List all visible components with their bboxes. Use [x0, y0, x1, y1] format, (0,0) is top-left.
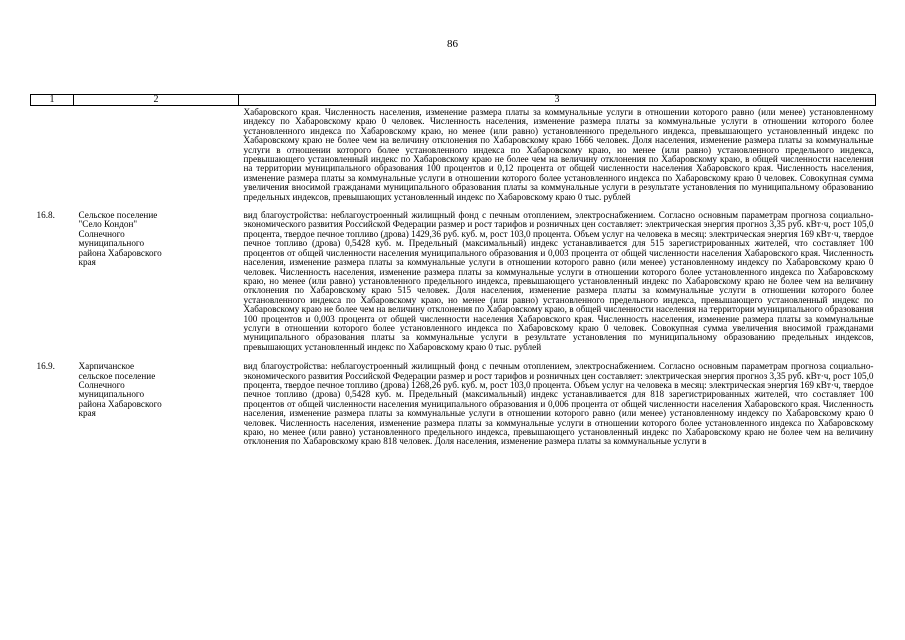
row-number: 16.9.: [36, 361, 55, 372]
table-row: [31, 211, 876, 362]
row-description: вид благоустройства: неблагоустроенный жилищный фонд с печным отоплением, электроснабжением. Согласно основным параметрам прогноза социально-экономического развития Российской Федерации размер и рост тарифов и розничных цен составляет: электрическая энергия прогноз 3,35 руб. кВт·ч, рост 105,0 процента, твердое печное топливо (дрова) 1429,36 руб. куб. м, рост 103,0 процента. Объем услуг на человека в месяц: электрическая энергия 169 кВт·ч, твердое печное топливо (дрова) 0,5428 куб. м. Предельный (максимальный) индекс устанавливается для 515 зарегистрированных жителей, что составляет 100 процентов от общей численности населения муниципального образования и 0,003 процента от общей численности населения Хабаровского края. Численность населения, изменение размера платы за коммунальные услуги в отношении которого равно (или менее) установленному индексу по Хабаровскому краю 0 человек. Численность населения, изменение размера платы за коммунальные услуги в отношении которого более установленного индекса по Хабаровскому краю, но менее (или равно) установленного предельного индекса, превышающего установленный индекс по Хабаровскому краю не более чем на величину отклонения по Хабаровскому краю 515 человек. Доля населения, изменение размера платы за коммунальные услуги в отношении которого более установленного индекса по Хабаровскому краю, но менее (или равно) установленного предельного индекса, превышающего установленный индекс по Хабаровскому краю не более чем на величину отклонения по Хабаровскому краю, в общей численности населения на территории муниципального образования 100 процентов и 0,003 процента от общей численности населения Хабаровского края. Численность населения, изменение размера платы за коммунальные услуги в отношении которого более установленного индекса по Хабаровскому краю 0 человек. Совокупная сумма увеличения вносимой гражданами муниципального образования платы за коммунальные услуги в результате установления по муниципальному образованию предельных индексов, превышающих установленный индекс по Хабаровскому краю 0 тыс. рублей: [243, 210, 874, 352]
table-row-continuation: [31, 106, 876, 212]
column-header-1: 1: [31, 95, 74, 106]
column-header-2: 2: [74, 95, 239, 106]
row-description: вид благоустройства: неблагоустроенный жилищный фонд с печным отоплением, электроснабжением. Согласно основным параметрам прогноза социально-экономического развития Российской Федерации размер и рост тарифов и розничных цен составляет: электрическая энергия прогноз 3,35 руб. кВт·ч, рост 105,0 процента, твердое печное топливо (дрова) 1268,26 руб. куб. м, рост 103,0 процента. Объем услуг на человека в месяц: электрическая энергия 169 кВт·ч, твердое печное топливо (дрова) 0,5428 куб. м. Предельный (максимальный) индекс устанавливается для 818 зарегистрированных жителей, что составляет 100 процентов от общей численности населения муниципального образования и 0,006 процента от общей численности населения Хабаровского края. Численность населения, изменение размера платы за коммунальные услуги в отношении которого равно (или менее) установленному индексу по Хабаровскому краю 0 человек. Численность населения, изменение размера платы за коммунальные услуги в отношении которого более установленного индекса по Хабаровскому краю, но менее (или равно) установленного предельного индекса, превышающего установленный индекс по Хабаровскому краю не более чем на величину отклонения по Хабаровскому краю 818 человек. Доля населения, изменение размера платы за коммунальные услуги в: [243, 361, 874, 447]
row-number: 16.8.: [36, 210, 55, 221]
table-header-row: [31, 95, 876, 106]
tariff-index-table: [30, 94, 876, 447]
continuation-description: Хабаровского края. Численность населения, изменение размера платы за коммунальные услуги в отношении которого равно (или менее) установленному индексу по Хабаровскому краю 0 человек. Численность населения, изменение размера платы за коммунальные услуги в отношении которого более установленного индекса по Хабаровскому краю, но менее (или равно) установленного предельного индекса, превышающего установленный индекс по Хабаровскому краю не более чем на величину отклонения по Хабаровскому краю 1666 человек. Доля населения, изменение размера платы за коммунальные услуги в отношении которого более установленного индекса по Хабаровскому краю, но менее (или равно) установленного предельного индекса, превышающего установленный индекс по Хабаровскому краю не более чем на величину отклонения по Хабаровскому краю, в общей численности населения на территории муниципального образования 100 процентов и 0,12 процента от общей численности населения Хабаровского края. Численность населения, изменение размера платы за коммунальные услуги в отношении которого более установленного индекса по Хабаровскому краю 0 человек. Совокупная сумма увеличения вносимой гражданами муниципального образования платы за коммунальные услуги в результате установления по муниципальному образованию предельных индексов, превышающих установленный индекс по Хабаровскому краю 0 тыс. рублей: [243, 107, 874, 202]
table-row: [31, 362, 876, 447]
column-header-3: 3: [239, 95, 876, 106]
page-number: 86: [447, 38, 458, 50]
municipality-name: Сельское поселение "Село Кондон" Солнечного муниципального района Хабаровского края: [78, 210, 162, 268]
municipality-name: Харпичанское сельское поселение Солнечного муниципального района Хабаровского края: [78, 361, 162, 419]
